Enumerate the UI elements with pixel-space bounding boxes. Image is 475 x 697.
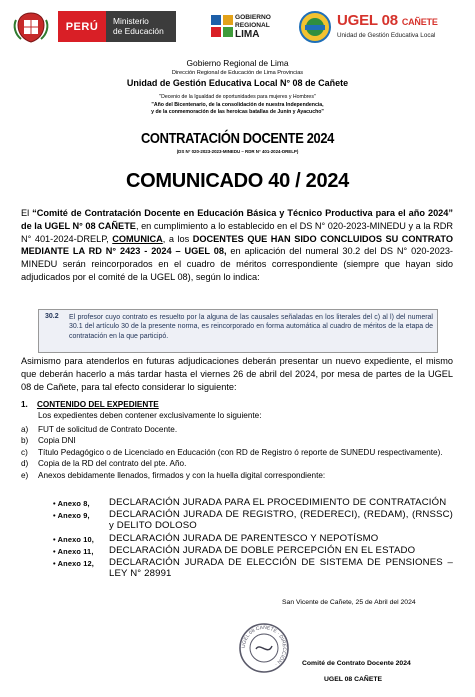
signature-ugel: UGEL 08 CAÑETE — [324, 676, 383, 683]
ugel-logo-icon — [297, 10, 333, 44]
p1-text-c: , a los — [162, 233, 193, 244]
ministry-line1: Ministerio — [113, 16, 149, 26]
requirement-text: FUT de solicitud de Contrato Docente. — [38, 425, 178, 434]
p1-teachers: DOCENTES QUE HAN SIDO CONCLUIDOS SU CONTRATO MEDIANTE LA RD N° 2423 - 2024 – UGEL 08, — [21, 233, 453, 257]
motto-year — [0, 102, 475, 115]
requirements-list — [21, 424, 451, 481]
ugel-city: CAÑETE — [401, 17, 438, 27]
p1-text-d: en aplicación del numeral 30.2 del DS N° 020-2023-MINEDU serán reincorporados en el cuadro de méritos correspondiente (siempre que hayan sido adjudicados por el comité de la UGEL 08), según lo indica: — [21, 246, 453, 282]
signature-committee: Comité de Contrato Docente 2024 — [302, 660, 411, 667]
requirement-item — [21, 435, 451, 446]
requirement-text: Copia de la RD del contrato del pte. Año. — [38, 459, 187, 469]
requirement-item — [21, 470, 451, 481]
quoted-article — [38, 309, 438, 353]
section-title: CONTENIDO DEL EXPEDIENTE — [36, 400, 159, 409]
annex-item — [53, 546, 453, 557]
ministry-line2: de Educación — [113, 26, 164, 36]
letterhead-unit: Unidad de Gestión Educativa Local N° 08 de Cañete — [126, 78, 349, 88]
official-seal-icon — [238, 622, 290, 674]
annex-key: • Anexo 12, — [53, 559, 94, 569]
paragraph-intro — [21, 207, 453, 284]
regional-emblem-icon — [210, 14, 234, 38]
requirement-text: Copia DNI — [38, 436, 76, 446]
regional-government-logo — [208, 11, 278, 42]
coat-of-arms-icon — [12, 10, 50, 44]
annex-text: DECLARACIÓN JURADA DE REGISTRO, (REDERECI), (REDAM), (RNSSC) y DELITO DOLOSO — [109, 509, 453, 532]
section-number: 1. — [21, 400, 28, 409]
requirement-text: Título Pedagógico o de Licenciado en Educación (con RD de Registro ó reporte de SUNEDU respectivamente). — [38, 447, 443, 457]
p1-committee: “Comité de Contratación Docente en Educación Básica y Técnico Productiva para el año 2024” de la UGEL N° 08 CAÑETE — [21, 208, 453, 231]
ugel-title — [337, 12, 438, 29]
ugel-subtitle: Unidad de Gestión Educativa Local — [337, 32, 436, 39]
annex-item — [53, 510, 453, 532]
gore-line1: GOBIERNO — [235, 14, 271, 21]
motto-decade: "Decenio de la Igualdad de oportunidades para mujeres y Hombres" — [159, 94, 316, 100]
document-heading: CONTRATACIÓN DOCENTE 2024 — [140, 130, 335, 147]
annex-item — [53, 534, 453, 545]
annex-key: • Anexo 8, — [53, 499, 90, 508]
requirement-mark: e) — [21, 470, 29, 480]
legal-reference: (DS N° 020-2023-2023-MINEDU – RDR N° 401-2024-DRELP) — [176, 149, 299, 154]
p1-text-b: , en cumplimiento a lo establecido en el DS N° 020-2023-MINEDU y a la RDR N° 401-2024-DRELP, — [21, 220, 453, 244]
requirement-text: Anexos debidamente llenados, firmados y con la huella digital correspondiente: — [38, 470, 326, 480]
gore-line2: REGIONAL — [235, 21, 270, 29]
requirement-item — [21, 458, 451, 469]
requirement-item — [21, 424, 451, 435]
gore-line3: LIMA — [235, 29, 260, 40]
annex-key: • Anexo 10, — [53, 534, 94, 544]
letterhead-direction: Dirección Regional de Educación de Lima Provincias — [171, 70, 304, 76]
p1-text-a: El — [21, 208, 33, 218]
ugel-number: UGEL 08 — [337, 12, 398, 29]
header-logos — [0, 8, 475, 44]
section-intro: Los expedientes deben contener exclusivamente lo siguiente: — [38, 411, 262, 420]
motto-year-line2: y de la conmemoración de las heroicas batallas de Junín y Ayacucho" — [151, 108, 324, 115]
annex-text: DECLARACIÓN JURADA DE DOBLE PERCEPCIÓN EN EL ESTADO — [109, 544, 416, 556]
requirement-mark: a) — [21, 425, 29, 434]
comunicado-title: COMUNICADO 40 / 2024 — [126, 170, 349, 192]
motto-year-line1: "Año del Bicentenario, de la consolidación de nuestra Independencia, — [151, 102, 324, 108]
quote-number: 30.2 — [45, 313, 59, 320]
annex-list — [53, 498, 453, 580]
annex-item — [53, 558, 453, 580]
annex-text: DECLARACIÓN JURADA DE PARENTESCO Y NEPOTÍSMO — [109, 532, 379, 544]
requirement-mark: c) — [21, 447, 28, 457]
p1-comunica: COMUNICA — [112, 233, 163, 244]
requirement-item — [21, 447, 451, 458]
seal-text: UGEL 08 CAÑETE · DIRECCIÓN · — [240, 624, 288, 668]
annex-key: • Anexo 9, — [53, 511, 90, 521]
requirement-mark: b) — [21, 436, 29, 446]
annex-item — [53, 498, 453, 509]
section-heading — [21, 400, 159, 409]
peru-brand: PERÚ — [58, 11, 106, 42]
ministry-brand — [106, 11, 176, 42]
paragraph-deadline: Asimismo para atenderlos en futuras adjudicaciones deberán presentar un nuevo expediente, el mismo que deberán hacerlo a más tardar hasta el viernes 26 de abril del 2024, por mesa de partes de la UGEL 08 de Cañete, para tal efecto considerar lo siguiente: — [21, 356, 453, 392]
annex-text: DECLARACIÓN JURADA DE ELECCIÓN DE SISTEMA DE PENSIONES – LEY N° 28991 — [109, 557, 453, 580]
quote-text: El profesor cuyo contrato es resuelto por la alguna de las causales señaladas en los literales del c) al l) del numeral 30.1 del artículo 30 de la presente norma, es reincorporado en forma automática al cuadro de méritos de la etapa de contratación en la que participó. — [69, 314, 433, 340]
issue-date: San Vicente de Cañete, 25 de Abril del 2024 — [282, 599, 416, 606]
letterhead-government: Gobierno Regional de Lima — [186, 58, 289, 68]
annex-key: • Anexo 11, — [53, 546, 94, 556]
annex-text: DECLARACIÓN JURADA PARA EL PROCEDIMIENTO DE CONTRATACIÓN — [109, 497, 447, 508]
requirement-mark: d) — [21, 459, 29, 469]
